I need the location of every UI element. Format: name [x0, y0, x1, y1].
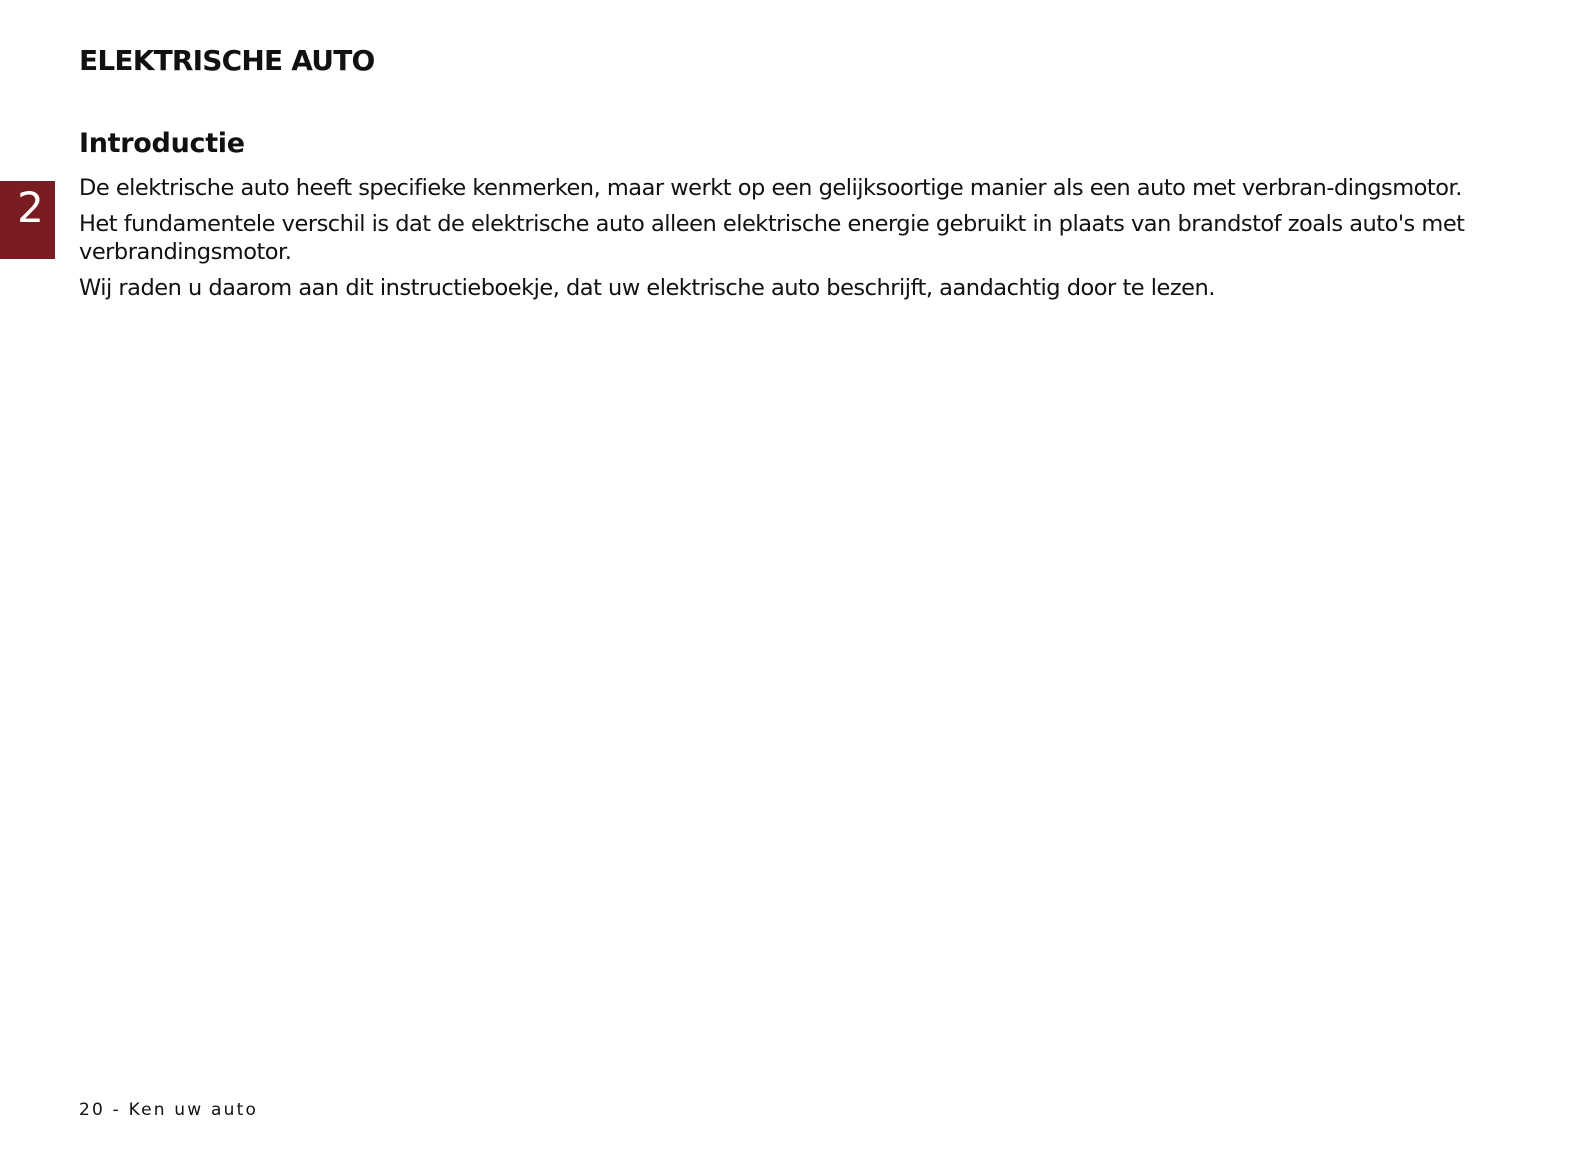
section-title: ELEKTRISCHE AUTO [79, 44, 375, 77]
paragraph: Wij raden u daarom aan dit instructieboekje, dat uw elektrische auto beschrijft, aandachtig door te lezen. [79, 275, 1215, 301]
chapter-tab: 2 [0, 181, 55, 259]
paragraph: Het fundamentele verschil is dat de elektrische auto alleen elektrische energie gebruikt in plaats van brandstof zoals auto's met verbrandingsmotor. [79, 211, 1465, 265]
paragraph: De elektrische auto heeft specifieke kenmerken, maar werkt op een gelijksoortige manier als een auto met verbran-dingsmotor. [79, 175, 1462, 201]
body-text [79, 174, 1471, 310]
page-footer: 20 - Ken uw auto [79, 1100, 259, 1120]
subsection-title: Introductie [79, 128, 245, 159]
